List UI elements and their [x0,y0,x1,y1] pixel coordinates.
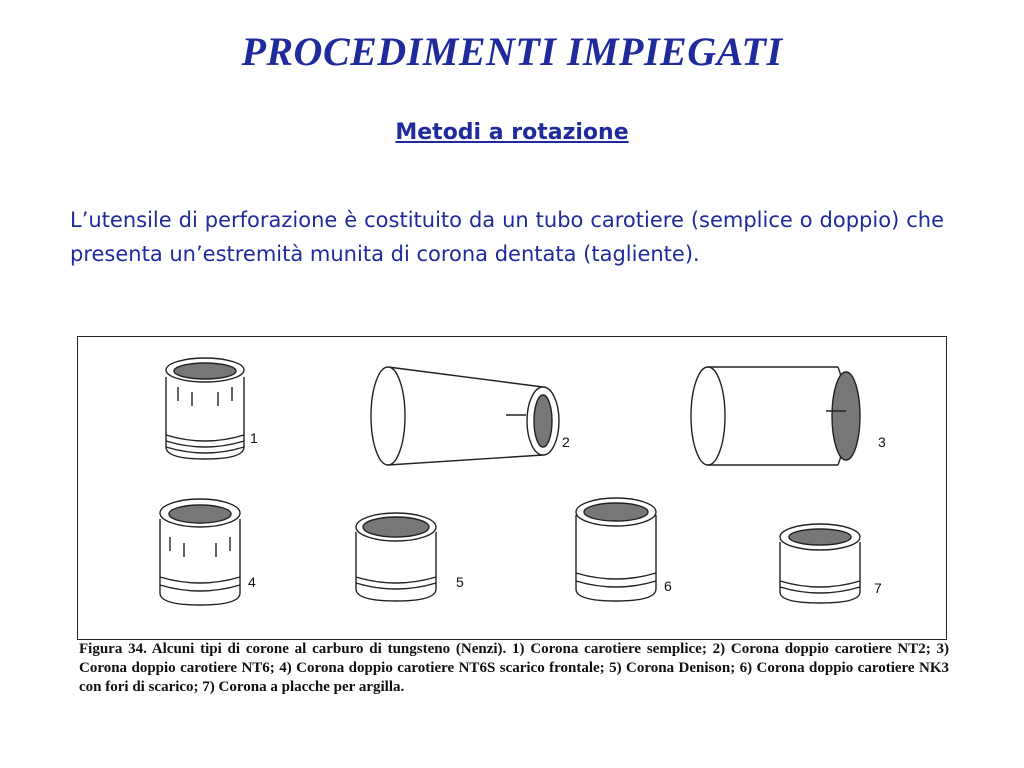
crown-2 [371,367,559,465]
crown-7 [780,524,860,603]
body-paragraph: L’utensile di perforazione è costituito da un tubo carotiere (semplice o doppio) che presenta un’estremità munita di corona dentata (tagliente). [70,208,944,266]
drill-crowns-figure [77,336,947,640]
label-6: 6 [664,578,672,594]
slide-title: PROCEDIMENTI IMPIEGATI [241,29,783,74]
label-5: 5 [456,574,464,590]
slide-subtitle: Metodi a rotazione [395,120,629,145]
label-4: 4 [248,574,256,590]
crown-4 [160,499,240,605]
label-2: 2 [562,434,570,450]
figure-caption: Figura 34. Alcuni tipi di corone al carburo di tungsteno (Nenzi). 1) Corona carotiere semplice; 2) Corona doppio carotiere NT2; 3) Corona doppio carotiere NT6; 4) Corona doppio carotiere NT6S scarico frontale; 5) Corona Denison; 6) Corona doppio carotiere NK3 con fori di scarico; 7) Corona a placche per argilla. [79,641,949,695]
crown-6 [576,498,656,601]
label-1: 1 [250,430,258,446]
crown-5 [356,513,436,601]
crown-3 [691,367,860,465]
crown-1 [166,358,244,459]
drill-crowns-illustration [78,337,946,639]
label-3: 3 [878,434,886,450]
label-7: 7 [874,580,882,596]
